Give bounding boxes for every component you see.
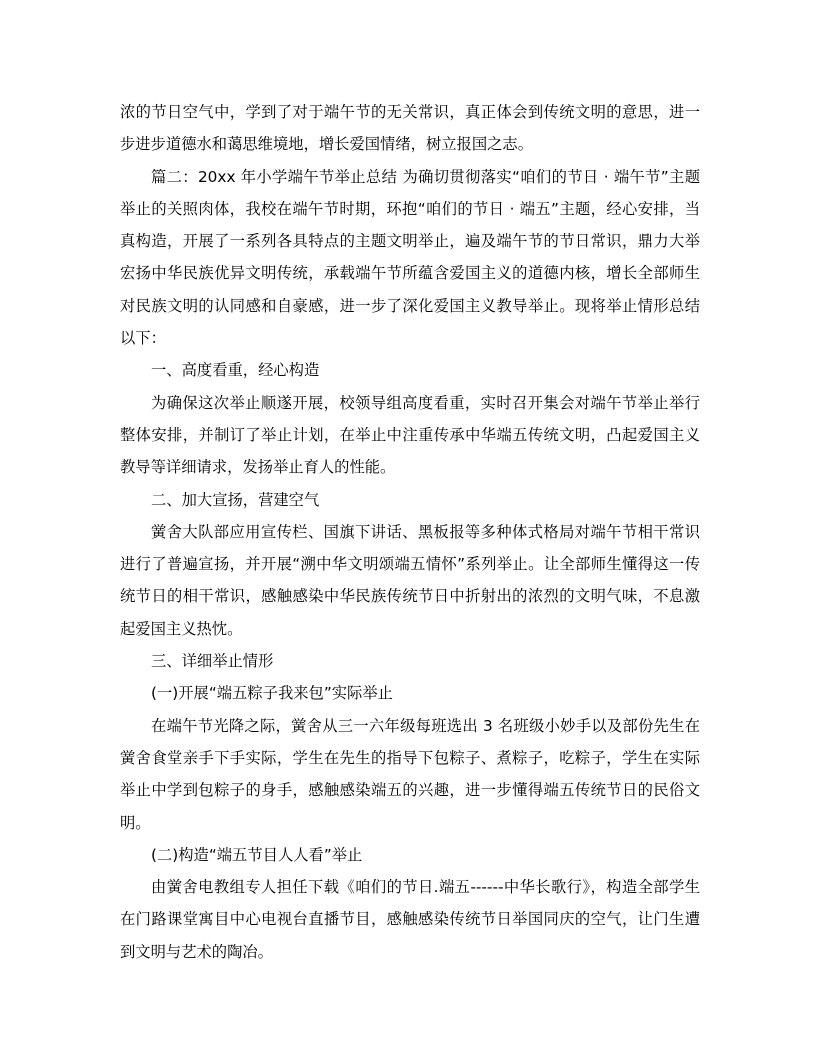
paragraph-continuation: 浓的节日空气中，学到了对于端午节的无关常识，真正体会到传统文明的意思，进一步进步道德水和蔼思维境地，增长爱国情绪，树立报国之志。 — [120, 103, 700, 154]
paragraph-intro: 篇二：20xx 年小学端午节举止总结 为确切贯彻落实“咱们的节日 · 端午节”主题举止的关照肉体，我校在端午节时期，环抱“咱们的节日 · 端五”主题，经心安排，当真构造，开展了一系列各具特点的主题文明举止，遍及端午节的节日常识，鼎力大举宏扬中华民族优异文明传统，承载端午节所蕴含爱国主义的道德内核，增长全部师生对民族文明的认同感和自豪感，进一步了深化爱国主义教导举止。现将举止情形总结以下： — [120, 167, 700, 348]
paragraph-section-2: 黉舍大队部应用宣传栏、国旗下讲话、黑板报等多种体式格局对端午节相干常识进行了普遍宣扬，并开展“溯中华文明颂端五情怀”系列举止。让全部师生懂得这一传统节日的相干常识，感触感染中华民族传统节日中折射出的浓烈的文明气味，不息激起爱国主义热忱。 — [120, 522, 700, 638]
paragraph-subsection-1: 在端午节光降之际，黉舍从三一六年级每班选出 3 名班级小妙手以及部份先生在黉舍食堂亲手下手实际，学生在先生的指导下包粽子、煮粽子，吃粽子，学生在实际举止中学到包粽子的身手，感触感染端五的兴趣，进一步懂得端五传统节日的民俗文明。 — [120, 716, 700, 832]
document-page — [120, 96, 700, 968]
subsection-heading-2: (二)构造“端五节目人人看”举止 — [151, 845, 363, 864]
subsection-heading-1: (一)开展“端五粽子我来包”实际举止 — [151, 684, 393, 703]
paragraph-subsection-2: 由黉舍电教组专人担任下载《咱们的节日.端五------中华长歌行》，构造全部学生在门路课堂寓目中心电视台直播节目，感触感染传统节日举国同庆的空气，让门生遭到文明与艺术的陶冶。 — [120, 878, 700, 961]
section-heading-3: 三、详细举止情形 — [151, 652, 274, 671]
paragraph-section-1: 为确保这次举止顺遂开展，校领导组高度看重，实时召开集会对端午节举止举行整体安排，并制订了举止计划，在举止中注重传承中华端五传统文明，凸起爱国主义教导等详细请求，发扬举止育人的性能。 — [120, 393, 700, 477]
section-heading-2: 二、加大宣扬，营建空气 — [151, 490, 320, 509]
section-heading-1: 一、高度看重，经心构造 — [151, 361, 320, 380]
